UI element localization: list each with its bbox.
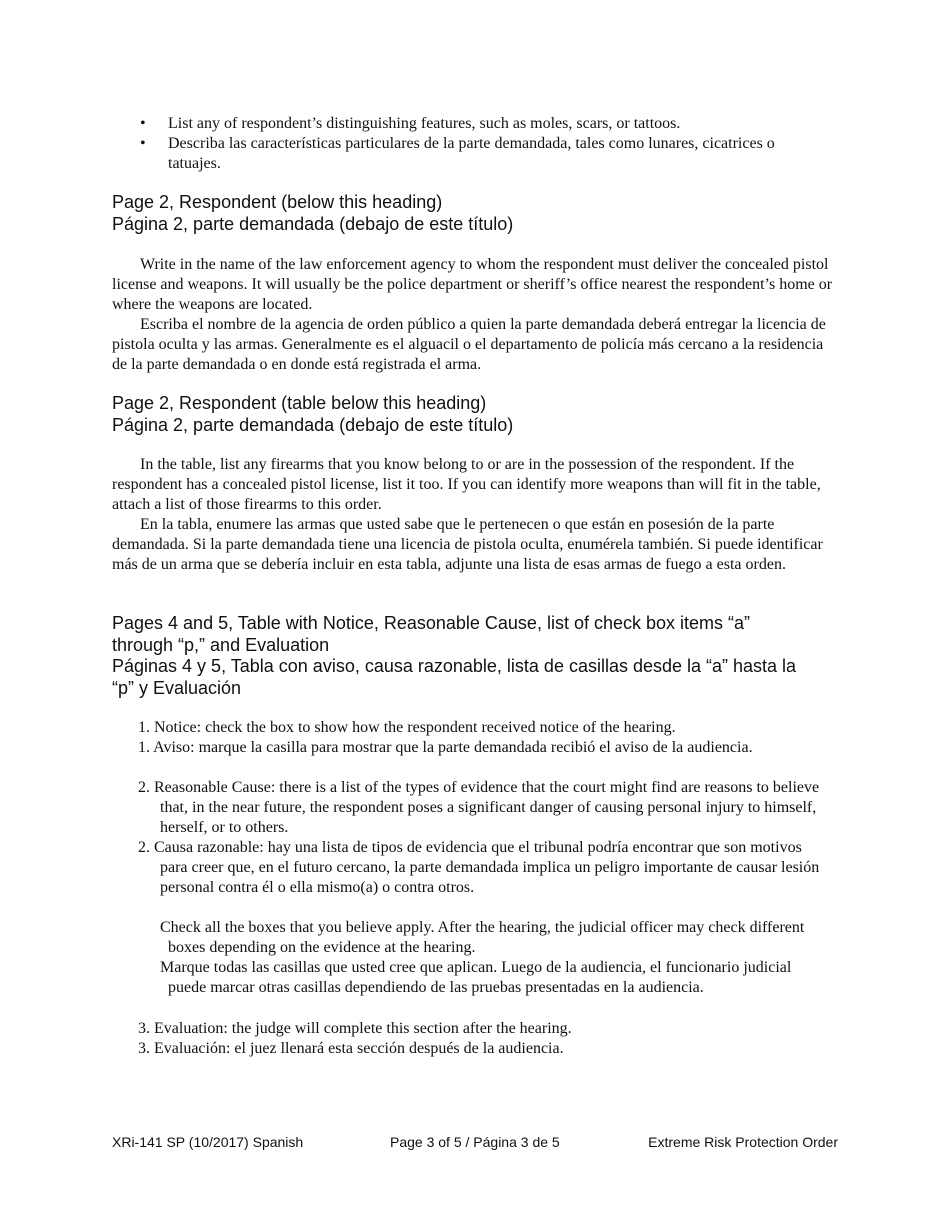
firearms-table-instructions: In the table, list any firearms that you know belong to or are in the possession of the respondent. If the respondent has a concealed pistol license, list it too. If you can identify more weapons than will fit in the table, attach a list of those firearms to this order. En la tabla, enumere las armas que usted sabe que le pertenecen o que están en posesión de la parte demandada. Si la parte demandada tiene una licencia de pistola oculta, enumérela también. Si puede identificar más de un arma que se debería incluir en esta tabla, adjunte una lista de esas armas de fuego a esta orden. xyxy=(112,456,823,573)
evaluation-item: 3. Evaluation: the judge will complete this section after the hearing. 3. Evaluación: el juez llenará esta sección después de la audiencia. xyxy=(138,1020,572,1057)
bullet-icon: • xyxy=(140,115,146,132)
list-item: • Describa las características particulares de la parte demandada, tales como lunares, cicatrices o tatuajes. xyxy=(140,135,775,172)
section-heading-respondent: Page 2, Respondent (below this heading) Página 2, parte demandada (debajo de este título) xyxy=(112,192,514,234)
footer-document-title: Extreme Risk Protection Order xyxy=(648,1134,838,1150)
section-heading-notice-cause-evaluation: Pages 4 and 5, Table with Notice, Reasonable Cause, list of check box items “a” through “p,” and Evaluation Páginas 4 y 5, Tabla con aviso, causa razonable, lista de casillas desde la “a” hasta la “p” y Evaluación xyxy=(112,613,797,698)
reasonable-cause-item: 2. Reasonable Cause: there is a list of the types of evidence that the court might find are reasons to believe that, in the near future, the respondent poses a significant danger of causing personal injury to himself, herself, or to others. 2. Causa razonable: hay una lista de tipos de evidencia que el tribunal podría encontrar que son motivos para creer que, en el futuro cercano, la parte demandada implica un peligro importante de causar lesión personal contra él o ella mismo(a) o contra otros. xyxy=(138,779,820,896)
distinguishing-features-list xyxy=(112,114,822,174)
footer-page-number: Page 3 of 5 / Página 3 de 5 xyxy=(390,1134,560,1150)
section-heading-respondent-table: Page 2, Respondent (table below this heading) Página 2, parte demandada (debajo de este título) xyxy=(112,393,514,435)
notice-item: 1. Notice: check the box to show how the respondent received notice of the hearing. 1. Aviso: marque la casilla para mostrar que la parte demandada recibió el aviso de la audiencia. xyxy=(138,719,753,756)
list-item: • List any of respondent’s distinguishing features, such as moles, scars, or tattoos. xyxy=(140,115,681,132)
check-boxes-instructions: Check all the boxes that you believe apply. After the hearing, the judicial officer may check different boxes depending on the evidence at the hearing. Marque todas las casillas que usted cree que aplican. Luego de la audiencia, el funcionario judicial puede marcar otras casillas dependiendo de las pruebas presentadas en la audiencia. xyxy=(160,919,805,996)
bullet-icon: • xyxy=(140,135,146,152)
footer-form-id: XRi-141 SP (10/2017) Spanish xyxy=(112,1134,304,1150)
law-enforcement-agency-instructions: Write in the name of the law enforcement agency to whom the respondent must deliver the concealed pistol license and weapons. It will usually be the police department or sheriff’s office nearest the respondent’s home or where the weapons are located. Escriba el nombre de la agencia de orden público a quien la parte demandada deberá entregar la licencia de pistola oculta y las armas. Generalmente es el alguacil o el departamento de policía más cercano a la residencia de la parte demandada o en donde está registrada el arma. xyxy=(112,256,833,373)
